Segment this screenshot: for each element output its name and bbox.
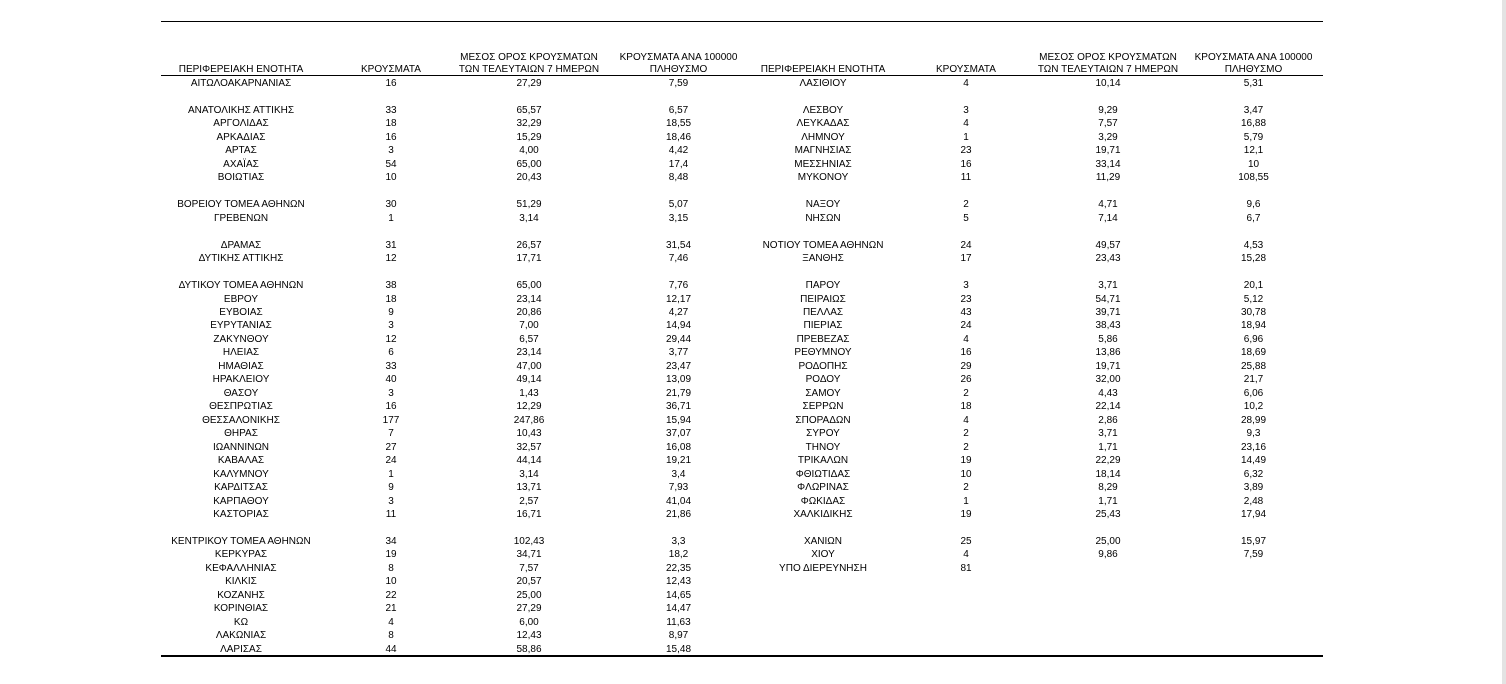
cases-cell: 54 <box>385 158 397 170</box>
cases-cell: 18 <box>385 293 397 305</box>
cases-cell: 21 <box>385 603 397 615</box>
per100k-cell: 10 <box>1247 158 1260 170</box>
avg-7days-cell: 1,43 <box>519 387 539 399</box>
per100k-cell: 14,47 <box>665 603 692 615</box>
per100k-cell: 6,7 <box>1246 212 1261 224</box>
cases-cell: 12 <box>385 253 397 265</box>
avg-7days-cell: 3,29 <box>1098 131 1118 143</box>
avg-7days-cell: 65,57 <box>516 104 542 116</box>
avg-7days-cell: 47,00 <box>516 360 542 372</box>
cases-cell: 18 <box>960 401 972 413</box>
per100k-cell: 3,89 <box>1243 482 1264 494</box>
cases-cell: 22 <box>385 589 397 601</box>
per100k-cell: 3,47 <box>1243 104 1264 116</box>
avg-7days-cell: 22,29 <box>1095 455 1121 467</box>
avg-7days-cell: 1,71 <box>1098 441 1118 453</box>
per100k-cell: 7,59 <box>1243 549 1264 561</box>
region-name-cell: ΡΟΔΟΥ <box>805 374 841 386</box>
avg-7days-cell: 17,71 <box>516 253 542 265</box>
avg-7days-cell: 3,14 <box>519 468 539 480</box>
header-avg-line2: ΤΩΝ ΤΕΛΕΥΤΑΙΩΝ 7 ΗΜΕΡΩΝ <box>1037 64 1179 75</box>
per100k-cell: 21,7 <box>1243 374 1264 386</box>
cases-cell: 12 <box>385 333 397 345</box>
region-name-cell: ΣΠΟΡΑΔΩΝ <box>795 414 851 426</box>
region-name-cell: ΑΡΤΑΣ <box>225 145 257 157</box>
avg-7days-cell: 9,86 <box>1098 549 1118 561</box>
per100k-cell: 9,3 <box>1246 428 1261 440</box>
cases-cell: 11 <box>960 172 972 184</box>
region-name-cell: ΤΡΙΚΑΛΩΝ <box>797 455 849 467</box>
region-name-cell: ΣΕΡΡΩΝ <box>802 401 844 413</box>
cases-cell: 4 <box>963 333 969 345</box>
cases-cell: 23 <box>960 145 972 157</box>
header-avg-7days <box>1033 52 1183 76</box>
avg-7days-cell: 102,43 <box>513 535 545 547</box>
avg-7days-cell: 65,00 <box>516 280 542 292</box>
region-name-cell: ΘΗΡΑΣ <box>224 428 258 440</box>
cases-cell: 43 <box>960 306 972 318</box>
avg-7days-cell: 2,57 <box>519 495 539 507</box>
per100k-cell: 4,27 <box>668 306 689 318</box>
region-name-cell: ΑΡΚΑΔΙΑΣ <box>216 131 266 143</box>
region-name-cell: ΔΡΑΜΑΣ <box>220 239 262 251</box>
per100k-cell: 21,79 <box>665 387 692 399</box>
cases-cell: 3 <box>388 320 394 332</box>
region-name-cell: ΣΥΡΟΥ <box>806 428 840 440</box>
per100k-cell: 18,69 <box>1240 347 1267 359</box>
cases-cell: 44 <box>385 643 397 655</box>
region-name-cell: ΚΟΖΑΝΗΣ <box>217 589 265 601</box>
avg-7days-cell: 25,43 <box>1095 509 1121 520</box>
region-name-cell: ΥΠΟ ΔΙΕΡΕΥΝΗΣΗ <box>779 562 867 574</box>
cases-cell: 33 <box>385 104 397 116</box>
region-name-cell: ΦΩΚΙΔΑΣ <box>800 495 846 507</box>
avg-7days-cell: 3,14 <box>519 212 539 224</box>
avg-7days-cell: 26,57 <box>516 239 542 251</box>
per100k-cell: 22,35 <box>665 562 692 574</box>
region-name-cell: ΕΥΒΟΙΑΣ <box>219 306 263 318</box>
per100k-cell: 17,4 <box>668 158 689 170</box>
per100k-cell: 3,15 <box>668 212 689 224</box>
region-name-cell: ΦΘΙΩΤΙΔΑΣ <box>795 468 851 480</box>
per100k-cell: 11,63 <box>666 616 691 628</box>
avg-7days-cell: 7,57 <box>1098 118 1118 130</box>
avg-7days-cell: 4,00 <box>519 145 539 157</box>
region-name-cell: ΛΑΣΙΘΙΟΥ <box>799 78 847 89</box>
per100k-cell: 41,04 <box>665 495 692 507</box>
per100k-cell: 3,4 <box>671 468 686 480</box>
per100k-cell: 12,17 <box>665 293 692 305</box>
avg-7days-cell: 25,00 <box>1095 535 1121 547</box>
header-avg-7days <box>454 52 604 76</box>
cases-cell: 16 <box>385 131 397 143</box>
avg-7days-cell: 33,14 <box>1095 158 1121 170</box>
region-name-cell: ΛΗΜΝΟΥ <box>801 131 845 143</box>
header-per100k-line1: ΚΡΟΥΣΜΑΤΑ ΑΝΑ 100000 <box>1194 52 1313 63</box>
cases-cell: 27 <box>385 441 397 453</box>
per100k-cell: 15,94 <box>665 414 692 426</box>
avg-7days-cell: 2,86 <box>1098 414 1118 426</box>
avg-7days-cell: 11,29 <box>1095 172 1121 184</box>
cases-cell: 3 <box>963 280 969 292</box>
per100k-cell: 4,53 <box>1243 239 1264 251</box>
cases-cell: 33 <box>385 360 397 372</box>
avg-7days-cell: 9,29 <box>1098 104 1118 116</box>
header-region: ΠΕΡΙΦΕΡΕΙΑΚΗ ΕΝΟΤΗΤΑ <box>178 64 304 75</box>
per100k-cell: 15,97 <box>1240 535 1267 547</box>
avg-7days-cell: 15,29 <box>516 131 542 143</box>
avg-7days-cell: 20,43 <box>516 172 542 184</box>
per100k-cell: 19,21 <box>665 455 692 467</box>
per100k-cell: 12,43 <box>665 576 692 588</box>
cases-cell: 3 <box>388 387 394 399</box>
region-name-cell: ΛΕΣΒΟΥ <box>802 104 844 116</box>
avg-7days-cell: 6,00 <box>519 616 539 628</box>
region-name-cell: ΖΑΚΥΝΘΟΥ <box>213 333 269 345</box>
avg-7days-cell: 54,71 <box>1095 293 1121 305</box>
avg-7days-cell: 7,14 <box>1098 212 1118 224</box>
cases-cell: 2 <box>963 428 969 440</box>
per100k-cell: 23,16 <box>1240 441 1267 453</box>
avg-7days-cell: 32,57 <box>516 441 542 453</box>
per100k-cell: 15,28 <box>1240 253 1267 265</box>
region-name-cell: ΝΟΤΙΟΥ ΤΟΜΕΑ ΑΘΗΝΩΝ <box>762 239 884 251</box>
region-name-cell: ΑΙΤΩΛΟΑΚΑΡΝΑΝΙΑΣ <box>190 78 292 89</box>
region-name-cell: ΠΕΛΛΑΣ <box>802 306 844 318</box>
avg-7days-cell: 3,71 <box>1098 428 1118 440</box>
avg-7days-cell: 27,29 <box>516 78 542 89</box>
avg-7days-cell: 20,86 <box>516 306 542 318</box>
region-name-cell: ΚΕΡΚΥΡΑΣ <box>214 549 268 561</box>
region-name-cell: ΒΟΙΩΤΙΑΣ <box>217 172 265 184</box>
avg-7days-cell: 49,14 <box>516 374 542 386</box>
cases-cell: 9 <box>388 482 394 494</box>
per100k-cell: 6,57 <box>668 104 689 116</box>
cases-cell: 2 <box>963 441 969 453</box>
cases-cell: 24 <box>960 320 972 332</box>
region-name-cell: ΗΛΕΙΑΣ <box>222 347 260 359</box>
per100k-cell: 28,99 <box>1240 414 1267 426</box>
region-name-cell: ΠΑΡΟΥ <box>805 280 841 292</box>
region-name-cell: ΓΡΕΒΕΝΩΝ <box>213 212 269 224</box>
region-name-cell: ΛΑΚΩΝΙΑΣ <box>215 630 267 642</box>
per100k-cell: 8,48 <box>668 172 689 184</box>
cases-cell: 16 <box>960 158 972 170</box>
header-per100k-line2: ΠΛΗΘΥΣΜΟ <box>649 64 708 75</box>
avg-7days-cell: 25,00 <box>516 589 542 601</box>
cases-cell: 3 <box>388 145 394 157</box>
avg-7days-cell: 13,86 <box>1095 347 1121 359</box>
per100k-cell: 20,1 <box>1243 280 1264 292</box>
per100k-cell: 21,86 <box>665 509 692 520</box>
cases-cell: 4 <box>963 549 969 561</box>
avg-7days-cell: 4,71 <box>1098 199 1118 211</box>
region-name-cell: ΝΑΞΟΥ <box>805 199 841 211</box>
avg-7days-cell: 23,43 <box>1095 253 1121 265</box>
avg-7days-cell: 65,00 <box>516 158 542 170</box>
cases-cell: 2 <box>963 482 969 494</box>
per100k-cell: 18,55 <box>665 118 692 130</box>
cases-cell: 38 <box>385 280 397 292</box>
cases-cell: 4 <box>963 118 969 130</box>
region-name-cell: ΚΑΛΥΜΝΟΥ <box>213 468 269 480</box>
cases-cell: 23 <box>960 293 972 305</box>
cases-cell: 2 <box>963 199 969 211</box>
avg-7days-cell: 32,00 <box>1095 374 1121 386</box>
cases-cell: 40 <box>385 374 397 386</box>
per100k-cell: 36,71 <box>665 401 692 413</box>
avg-7days-cell: 12,29 <box>516 401 542 413</box>
cases-cell: 19 <box>960 455 972 467</box>
avg-7days-cell: 13,71 <box>516 482 542 494</box>
per100k-cell: 30,78 <box>1240 306 1267 318</box>
cases-cell: 29 <box>960 360 972 372</box>
region-name-cell: ΚΙΛΚΙΣ <box>225 576 257 588</box>
region-name-cell: ΚΑΣΤΟΡΙΑΣ <box>213 509 269 520</box>
per100k-cell: 18,94 <box>1240 320 1267 332</box>
region-name-cell: ΚΑΒΑΛΑΣ <box>217 455 265 467</box>
cases-cell: 4 <box>963 78 969 89</box>
header-region: ΠΕΡΙΦΕΡΕΙΑΚΗ ΕΝΟΤΗΤΑ <box>760 64 886 75</box>
region-name-cell: ΘΑΣΟΥ <box>223 387 259 399</box>
region-name-cell: ΚΑΡΠΑΘΟΥ <box>213 495 269 507</box>
cases-cell: 81 <box>960 562 972 574</box>
per100k-cell: 7,59 <box>668 78 689 89</box>
region-name-cell: ΚΕΝΤΡΙΚΟΥ ΤΟΜΕΑ ΑΘΗΝΩΝ <box>171 535 311 547</box>
region-name-cell: ΠΡΕΒΕΖΑΣ <box>796 333 850 345</box>
cases-cell: 1 <box>388 212 394 224</box>
avg-7days-cell: 6,57 <box>519 333 539 345</box>
region-name-cell: ΜΕΣΣΗΝΙΑΣ <box>794 158 852 170</box>
region-name-cell: ΚΕΦΑΛΛΗΝΙΑΣ <box>205 562 277 574</box>
region-name-cell: ΚΩ <box>233 616 249 628</box>
region-name-cell: ΘΕΣΣΑΛΟΝΙΚΗΣ <box>202 414 280 426</box>
avg-7days-cell: 7,57 <box>519 562 539 574</box>
region-name-cell: ΧΑΛΚΙΔΙΚΗΣ <box>793 509 853 520</box>
per100k-cell: 18,46 <box>665 131 692 143</box>
cases-cell: 19 <box>960 509 972 520</box>
cases-cell: 24 <box>960 239 972 251</box>
cases-cell: 11 <box>385 509 397 520</box>
cases-cell: 16 <box>960 347 972 359</box>
region-name-cell: ΗΜΑΘΙΑΣ <box>218 360 264 372</box>
region-name-cell: ΝΗΣΩΝ <box>805 212 841 224</box>
cases-cell: 34 <box>385 535 397 547</box>
cases-cell: 16 <box>385 401 397 413</box>
cases-cell: 1 <box>388 468 394 480</box>
avg-7days-cell: 10,14 <box>1095 78 1121 89</box>
header-avg-line1: ΜΕΣΟΣ ΟΡΟΣ ΚΡΟΥΣΜΑΤΩΝ <box>1039 52 1177 63</box>
cases-cell: 17 <box>960 253 972 265</box>
per100k-cell: 5,79 <box>1243 131 1264 143</box>
avg-7days-cell: 23,14 <box>516 293 542 305</box>
avg-7days-cell: 10,43 <box>516 428 542 440</box>
avg-7days-cell: 3,71 <box>1098 280 1118 292</box>
per100k-cell: 3,77 <box>668 347 689 359</box>
per100k-cell: 10,2 <box>1243 401 1264 413</box>
region-name-cell: ΣΑΜΟΥ <box>805 387 841 399</box>
per100k-cell: 6,96 <box>1243 333 1264 345</box>
avg-7days-cell: 7,00 <box>519 320 539 332</box>
header-cases: ΚΡΟΥΣΜΑΤΑ <box>936 64 996 75</box>
avg-7days-cell: 4,43 <box>1098 387 1118 399</box>
region-name-cell: ΙΩΑΝΝΙΝΩΝ <box>212 441 270 453</box>
avg-7days-cell: 8,29 <box>1098 482 1118 494</box>
per100k-cell: 13,09 <box>665 374 692 386</box>
header-avg-line2: ΤΩΝ ΤΕΛΕΥΤΑΙΩΝ 7 ΗΜΕΡΩΝ <box>458 64 600 75</box>
region-name-cell: ΡΟΔΟΠΗΣ <box>798 360 848 372</box>
per100k-cell: 6,06 <box>1243 387 1264 399</box>
per100k-cell: 7,76 <box>668 280 689 292</box>
avg-7days-cell: 1,71 <box>1098 495 1118 507</box>
avg-7days-cell: 27,29 <box>516 603 542 615</box>
region-name-cell: ΛΕΥΚΑΔΑΣ <box>796 118 850 130</box>
cases-cell: 1 <box>963 131 969 143</box>
cases-cell: 5 <box>963 212 969 224</box>
region-name-cell: ΑΝΑΤΟΛΙΚΗΣ ΑΤΤΙΚΗΣ <box>187 104 295 116</box>
avg-7days-cell: 19,71 <box>1095 145 1121 157</box>
avg-7days-cell: 20,57 <box>516 576 542 588</box>
cases-cell: 2 <box>963 387 969 399</box>
cases-cell: 10 <box>385 172 397 184</box>
per100k-cell: 6,32 <box>1243 468 1264 480</box>
cases-cell: 24 <box>385 455 397 467</box>
avg-7days-cell: 12,43 <box>516 630 542 642</box>
region-name-cell: ΡΕΘΥΜΝΟΥ <box>794 347 852 359</box>
region-name-cell: ΜΑΓΝΗΣΙΑΣ <box>794 145 852 157</box>
per100k-cell: 12,1 <box>1243 145 1264 157</box>
region-name-cell: ΜΥΚΟΝΟΥ <box>797 172 849 184</box>
region-name-cell: ΦΛΩΡΙΝΑΣ <box>797 482 849 494</box>
cases-cell: 9 <box>388 306 394 318</box>
cases-cell: 18 <box>385 118 397 130</box>
per100k-cell: 4,42 <box>668 145 689 157</box>
avg-7days-cell: 16,71 <box>516 509 542 520</box>
avg-7days-cell: 38,43 <box>1095 320 1121 332</box>
region-name-cell: ΒΟΡΕΙΟΥ ΤΟΜΕΑ ΑΘΗΝΩΝ <box>177 199 305 211</box>
region-name-cell: ΑΧΑΪΑΣ <box>223 158 259 170</box>
per100k-cell: 16,08 <box>665 441 692 453</box>
avg-7days-cell: 58,86 <box>516 643 542 655</box>
region-name-cell: ΧΑΝΙΩΝ <box>803 535 843 547</box>
region-name-cell: ΠΙΕΡΙΑΣ <box>803 320 843 332</box>
cases-cell: 4 <box>963 414 969 426</box>
avg-7days-cell: 49,57 <box>1095 239 1121 251</box>
per100k-cell: 7,46 <box>668 253 689 265</box>
per100k-cell: 16,88 <box>1240 118 1267 130</box>
per100k-cell: 2,48 <box>1243 495 1264 507</box>
region-name-cell: ΧΙΟΥ <box>811 549 835 561</box>
cases-cell: 25 <box>960 535 972 547</box>
cases-cell: 19 <box>385 549 397 561</box>
per100k-cell: 37,07 <box>665 428 692 440</box>
per100k-cell: 14,65 <box>665 589 692 601</box>
cases-cell: 10 <box>960 468 972 480</box>
table-top-rule <box>161 21 1323 22</box>
header-avg-line1: ΜΕΣΟΣ ΟΡΟΣ ΚΡΟΥΣΜΑΤΩΝ <box>460 52 598 63</box>
avg-7days-cell: 51,29 <box>516 199 542 211</box>
cases-cell: 31 <box>385 239 397 251</box>
cases-cell: 4 <box>388 616 394 628</box>
cases-cell: 3 <box>963 104 969 116</box>
cases-cell: 16 <box>385 78 397 89</box>
per100k-cell: 5,12 <box>1243 293 1264 305</box>
avg-7days-cell: 5,86 <box>1098 333 1118 345</box>
per100k-cell: 15,48 <box>665 643 692 655</box>
avg-7days-cell: 23,14 <box>516 347 542 359</box>
region-name-cell: ΛΑΡΙΣΑΣ <box>220 643 262 655</box>
per100k-cell: 5,31 <box>1243 78 1264 89</box>
header-per100k <box>611 52 746 76</box>
cases-cell: 8 <box>388 562 394 574</box>
avg-7days-cell: 18,14 <box>1095 468 1121 480</box>
per100k-cell: 5,07 <box>668 199 689 211</box>
cases-cell: 30 <box>385 199 397 211</box>
cases-cell: 26 <box>960 374 972 386</box>
region-name-cell: ΗΡΑΚΛΕΙΟΥ <box>212 374 270 386</box>
region-name-cell: ΔΥΤΙΚΟΥ ΤΟΜΕΑ ΑΘΗΝΩΝ <box>178 280 304 292</box>
header-per100k <box>1181 52 1326 76</box>
cases-cell: 8 <box>388 630 394 642</box>
per100k-cell: 18,2 <box>668 549 689 561</box>
per100k-cell: 3,3 <box>671 535 686 547</box>
avg-7days-cell: 32,29 <box>516 118 542 130</box>
region-name-cell: ΕΥΡΥΤΑΝΙΑΣ <box>210 320 272 332</box>
region-name-cell: ΚΑΡΔΙΤΣΑΣ <box>214 482 268 494</box>
per100k-cell: 108,55 <box>1238 172 1269 184</box>
cases-cell: 10 <box>385 576 397 588</box>
region-name-cell: ΚΟΡΙΝΘΙΑΣ <box>213 603 269 615</box>
header-per100k-line1: ΚΡΟΥΣΜΑΤΑ ΑΝΑ 100000 <box>619 52 738 63</box>
per100k-cell: 31,54 <box>665 239 692 251</box>
avg-7days-cell: 44,14 <box>516 455 542 467</box>
header-cases: ΚΡΟΥΣΜΑΤΑ <box>361 64 421 75</box>
cases-cell: 177 <box>382 414 400 426</box>
avg-7days-cell: 39,71 <box>1095 306 1121 318</box>
region-name-cell: ΠΕΙΡΑΙΩΣ <box>800 293 846 305</box>
cases-cell: 7 <box>388 428 394 440</box>
region-name-cell: ΑΡΓΟΛΙΔΑΣ <box>213 118 269 130</box>
avg-7days-cell: 34,71 <box>516 549 542 561</box>
per100k-cell: 25,88 <box>1240 360 1267 372</box>
per100k-cell: 14,94 <box>665 320 692 332</box>
cases-cell: 6 <box>388 347 394 359</box>
header-per100k-line2: ΠΛΗΘΥΣΜΟ <box>1224 64 1283 75</box>
region-name-cell: ΞΑΝΘΗΣ <box>802 253 844 265</box>
avg-7days-cell: 247,86 <box>513 414 545 426</box>
cases-cell: 3 <box>388 495 394 507</box>
per100k-cell: 29,44 <box>665 333 692 345</box>
page-edge-shadow <box>1502 0 1506 684</box>
region-name-cell: ΘΕΣΠΡΩΤΙΑΣ <box>209 401 273 413</box>
per100k-cell: 7,93 <box>668 482 689 494</box>
per100k-cell: 17,94 <box>1240 509 1267 520</box>
per100k-cell: 23,47 <box>665 360 692 372</box>
cases-cell: 1 <box>963 495 969 507</box>
region-name-cell: ΕΒΡΟΥ <box>223 293 259 305</box>
region-name-cell: ΤΗΝΟΥ <box>805 441 841 453</box>
per100k-cell: 8,97 <box>668 630 689 642</box>
avg-7days-cell: 22,14 <box>1095 401 1121 413</box>
per100k-cell: 14,49 <box>1240 455 1267 467</box>
region-name-cell: ΔΥΤΙΚΗΣ ΑΤΤΙΚΗΣ <box>198 253 284 265</box>
avg-7days-cell: 19,71 <box>1095 360 1121 372</box>
per100k-cell: 9,6 <box>1246 199 1261 211</box>
